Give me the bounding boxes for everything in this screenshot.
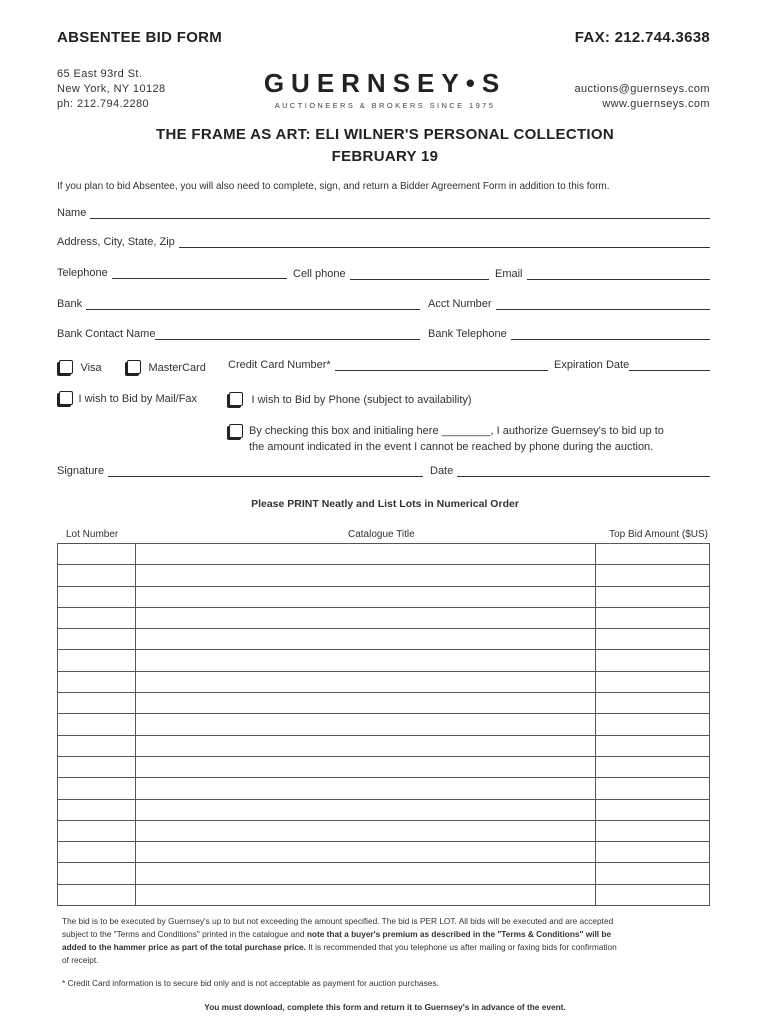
lot-number-cell[interactable] [58,778,136,799]
bid-mail-fax-checkbox[interactable] [59,391,73,405]
top-bid-cell[interactable] [595,735,709,756]
lot-number-cell[interactable] [58,842,136,863]
address-field[interactable] [57,236,710,248]
credit-card-input[interactable] [335,359,548,371]
table-row [58,863,710,884]
terms-line4: of receipt. [62,955,99,965]
expiration-field[interactable] [554,359,710,371]
terms-line3-bold: added to the hammer price as part of the total purchase price. [62,942,306,952]
signature-field[interactable] [57,465,423,477]
email-field[interactable] [495,268,710,280]
telephone-field[interactable] [57,267,287,279]
top-bid-cell[interactable] [595,842,709,863]
cell-phone-input[interactable] [350,268,489,280]
lot-number-cell[interactable] [58,629,136,650]
catalogue-title-cell[interactable] [135,756,595,777]
telephone-label: Telephone [57,267,108,279]
table-row [58,544,710,565]
lot-number-cell[interactable] [58,735,136,756]
visa-checkbox[interactable] [59,360,73,374]
lot-number-cell[interactable] [58,714,136,735]
fax-number: FAX: 212.744.3638 [574,29,710,46]
table-row [58,693,710,714]
lot-number-cell[interactable] [58,650,136,671]
table-row [58,778,710,799]
credit-card-note: * Credit Card information is to secure bid only and is not acceptable as payment for auction purchases. [62,978,439,988]
visa-label: Visa [80,362,102,374]
bid-mail-fax-label: I wish to Bid by Mail/Fax [78,393,198,405]
table-row [58,842,710,863]
bank-telephone-field[interactable] [428,328,710,340]
top-bid-cell[interactable] [595,778,709,799]
lot-number-cell[interactable] [58,607,136,628]
mastercard-option[interactable] [127,358,206,376]
catalogue-title-cell[interactable] [135,778,595,799]
table-row [58,756,710,777]
lot-number-cell[interactable] [58,693,136,714]
authorize-option[interactable] [229,422,243,440]
bid-phone-option[interactable] [229,390,472,408]
name-field[interactable] [57,207,710,219]
col-lot-number: Lot Number [66,529,119,540]
catalogue-title-cell[interactable] [135,650,595,671]
top-bid-cell[interactable] [595,586,709,607]
table-row [58,650,710,671]
table-row [58,799,710,820]
top-bid-cell[interactable] [595,607,709,628]
lot-number-cell[interactable] [58,544,136,565]
lot-number-cell[interactable] [58,565,136,586]
table-row [58,607,710,628]
date-label: Date [430,465,454,477]
terms-line2-bold: note that a buyer's premium as described in the "Terms & Conditions" will be [306,929,612,939]
address-phone: ph: 212.794.2280 [57,98,150,110]
lot-number-cell[interactable] [58,799,136,820]
email-input[interactable] [527,268,710,280]
address-street: 65 East 93rd St. [57,68,143,80]
logo-block [250,68,520,110]
catalogue-title-cell[interactable] [135,607,595,628]
lot-number-cell[interactable] [58,586,136,607]
name-label: Name [57,207,87,219]
lot-number-cell[interactable] [58,671,136,692]
catalogue-title-cell[interactable] [135,735,595,756]
auction-date: FEBRUARY 19 [331,148,439,165]
address-input[interactable] [179,236,710,248]
cell-phone-label: Cell phone [293,268,346,280]
telephone-input[interactable] [112,267,287,279]
lot-number-cell[interactable] [58,884,136,905]
terms-line1: The bid is to be executed by Guernsey's up to but not exceeding the amount specified. The bid is PER LOT. All bids will be executed and are accepted [62,916,614,926]
expiration-input[interactable] [629,359,710,371]
bank-input[interactable] [86,298,420,310]
lots-table [57,543,710,906]
catalogue-title-cell[interactable] [135,544,595,565]
bid-phone-checkbox[interactable] [229,392,243,406]
bank-contact-label: Bank Contact Name [57,328,156,340]
table-row [58,586,710,607]
date-field[interactable] [430,465,710,477]
col-top-bid: Top Bid Amount ($US) [609,529,708,540]
top-bid-cell[interactable] [595,544,709,565]
table-row [58,671,710,692]
catalogue-title-cell[interactable] [135,693,595,714]
name-input[interactable] [90,207,710,219]
lot-number-cell[interactable] [58,756,136,777]
top-bid-cell[interactable] [595,884,709,905]
credit-card-label: Credit Card Number* [228,359,331,371]
terms-text [62,915,722,967]
top-bid-cell[interactable] [595,629,709,650]
col-catalogue-title: Catalogue Title [348,529,415,540]
cell-phone-field[interactable] [293,268,489,280]
address-block [57,67,166,112]
terms-line2-normal: subject to the "Terms and Conditions" printed in the catalogue and [62,929,307,939]
lot-number-cell[interactable] [58,863,136,884]
lots-instruction: Please PRINT Neatly and List Lots in Numerical Order [251,498,519,510]
catalogue-title-cell[interactable] [135,820,595,841]
top-bid-cell[interactable] [595,799,709,820]
authorize-line1: By checking this box and initialing here ________, I authorize Guernsey's to bid up to [249,425,664,437]
expiration-label: Expiration Date [554,359,630,371]
acct-number-field[interactable] [428,298,710,310]
catalogue-title-cell[interactable] [135,842,595,863]
bank-contact-input[interactable] [155,328,420,340]
bank-field[interactable] [57,298,420,310]
terms-line3 [62,941,722,954]
bank-label: Bank [57,298,83,310]
top-bid-cell[interactable] [595,714,709,735]
terms-line2 [62,928,722,941]
mastercard-checkbox[interactable] [127,360,141,374]
table-row [58,714,710,735]
catalogue-title-cell[interactable] [135,863,595,884]
bank-telephone-label: Bank Telephone [428,328,507,340]
authorize-checkbox[interactable] [229,424,243,438]
mastercard-label: MasterCard [148,362,206,374]
bid-phone-label: I wish to Bid by Phone (subject to availability) [251,394,472,406]
catalogue-title-cell[interactable] [135,586,595,607]
visa-option[interactable] [59,358,102,376]
bank-contact-field[interactable] [57,328,420,340]
authorize-text [249,423,664,455]
catalogue-title-cell[interactable] [135,884,595,905]
top-bid-cell[interactable] [595,671,709,692]
top-bid-cell[interactable] [595,820,709,841]
form-title: ABSENTEE BID FORM [57,29,223,46]
email-label: Email [495,268,523,280]
table-row [58,735,710,756]
catalogue-title-cell[interactable] [135,799,595,820]
signature-label: Signature [57,465,105,477]
catalogue-title-cell[interactable] [135,565,595,586]
intro-text: If you plan to bid Absentee, you will also need to complete, sign, and return a Bidder Agreement Form in addition to this form. [57,181,610,192]
contact-email[interactable]: auctions@guernseys.com [574,83,710,95]
contact-block [574,82,710,112]
catalogue-title-cell[interactable] [135,671,595,692]
bid-mail-fax-option[interactable] [59,389,197,407]
top-bid-cell[interactable] [595,693,709,714]
catalogue-title-cell[interactable] [135,714,595,735]
signature-input[interactable] [108,465,423,477]
contact-website[interactable]: www.guernseys.com [602,98,710,110]
acct-number-input[interactable] [496,298,710,310]
authorize-line2: the amount indicated in the event I cannot be reached by phone during the auction. [249,441,654,453]
acct-number-label: Acct Number [428,298,492,310]
table-row [58,629,710,650]
date-input[interactable] [457,465,710,477]
table-row [58,565,710,586]
bank-telephone-input[interactable] [511,328,710,340]
lot-number-cell[interactable] [58,820,136,841]
terms-line3-normal: It is recommended that you telephone us after mailing or faxing bids for confirmation [305,942,617,952]
logo: GUERNSEY•S [263,68,507,98]
table-row [58,884,710,905]
top-bid-cell[interactable] [595,863,709,884]
logo-tagline: AUCTIONEERS & BROKERS SINCE 1975 [274,101,496,110]
address-label: Address, City, State, Zip [57,236,175,248]
top-bid-cell[interactable] [595,565,709,586]
final-note: You must download, complete this form and return it to Guernsey's in advance of the event. [204,1002,566,1012]
top-bid-cell[interactable] [595,650,709,671]
top-bid-cell[interactable] [595,756,709,777]
table-row [58,820,710,841]
catalogue-title-cell[interactable] [135,629,595,650]
credit-card-field[interactable] [228,359,548,371]
address-city: New York, NY 10128 [57,83,166,95]
auction-title: THE FRAME AS ART: ELI WILNER'S PERSONAL COLLECTION [155,126,614,143]
